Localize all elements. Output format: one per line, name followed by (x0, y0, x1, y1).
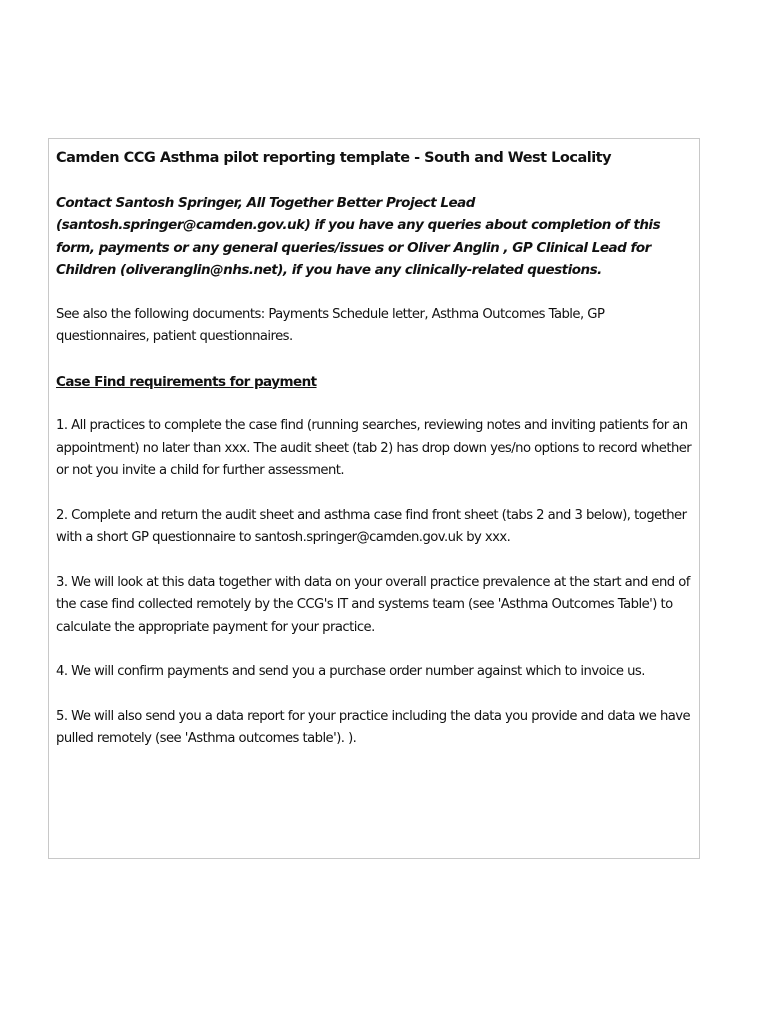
document-title: Camden CCG Asthma pilot reporting template - South and West Locality (56, 150, 612, 166)
requirement-item-3: 3. We will look at this data together with data on your overall practice prevalence at the start and end of the case find collected remotely by the CCG's IT and systems team (see 'Asthma Outcomes Table') to calculate the appropriate payment for your practice. (56, 574, 690, 635)
document-content (56, 147, 696, 773)
contact-paragraph: Contact Santosh Springer, All Together Better Project Lead (santosh.springer@camden.gov.uk) if you have any queries about completion of this form, payments or any general queries/issues or Oliver Anglin , GP Clinical Lead for Children (oliveranglin@nhs.net), if you have any clinically-related questions. (56, 194, 661, 278)
section-heading: Case Find requirements for payment (56, 373, 317, 390)
document-cell-box (48, 138, 700, 859)
requirement-item-4: 4. We will confirm payments and send you a purchase order number against which to invoice us. (56, 664, 645, 679)
see-also-paragraph: See also the following documents: Payments Schedule letter, Asthma Outcomes Table, GP questionnaires, patient questionnaires. (56, 306, 605, 344)
requirement-item-5: 5. We will also send you a data report for your practice including the data you provide and data we have pulled remotely (see 'Asthma outcomes table'). ). (56, 708, 691, 746)
requirement-item-2: 2. Complete and return the audit sheet and asthma case find front sheet (tabs 2 and 3 below), together with a short GP questionnaire to santosh.springer@camden.gov.uk by xxx. (56, 507, 687, 545)
requirement-item-1: 1. All practices to complete the case find (running searches, reviewing notes and inviting patients for an appointment) no later than xxx. The audit sheet (tab 2) has drop down yes/no options to record whether or not you invite a child for further assessment. (56, 418, 692, 478)
